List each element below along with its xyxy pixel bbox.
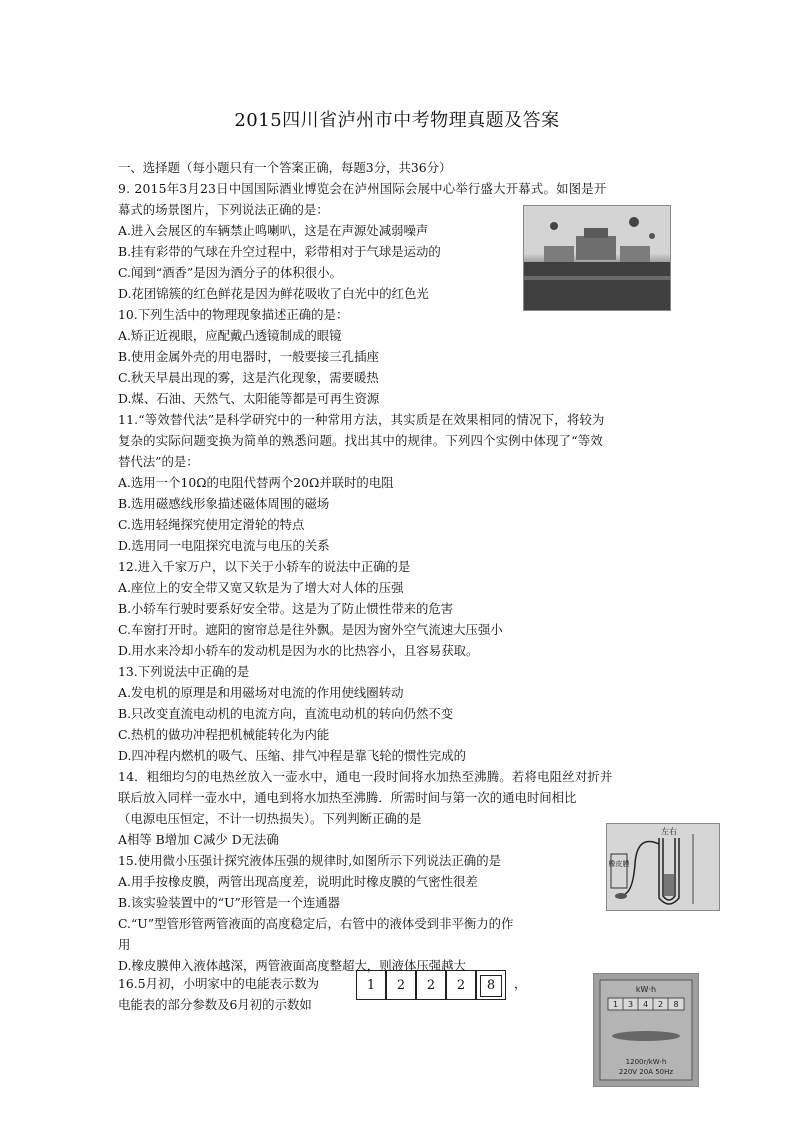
q15-option-c: C.“U”型管形管两管液面的高度稳定后，右管中的液体受到非平衡力的作 xyxy=(118,916,514,931)
meter-photo-rating2: 220V 20A 50Hz xyxy=(618,1068,674,1076)
section-heading: 一、选择题（每小题只有一个答案正确，每题3分，共36分） xyxy=(118,160,452,175)
meter-digit-decimal-value: 8 xyxy=(480,975,502,997)
q14-stem-line2: 联后放入同样一壶水中，通电到将水加热至沸腾．所需时间与第一次的通电时间相比 xyxy=(118,790,577,805)
q11-option-b: B.选用磁感线形象描述磁体周围的磁场 xyxy=(118,496,330,511)
q9-option-d: D.花团锦簇的红色鲜花是因为鲜花吸收了白光中的红色光 xyxy=(118,286,429,301)
q11-option-d: D.选用同一电阻探究电流与电压的关系 xyxy=(118,538,330,553)
q13-stem: 13.下列说法中正确的是 xyxy=(118,664,250,679)
q14-stem-line1: 14．粗细均匀的电热丝放入一壶水中，通电一段时间将水加热至沸腾。若将电阻丝对折并 xyxy=(118,769,613,784)
page-title: 2015四川省泸州市中考物理真题及答案 xyxy=(234,110,560,131)
meter-digit: 1 xyxy=(356,970,386,1000)
q14-stem-line3: （电源电压恒定，不计一切热损失）。下列判断正确的是 xyxy=(118,811,422,826)
expo-opening-photo xyxy=(523,205,671,311)
q16-comma: ， xyxy=(514,976,527,991)
u-tube-label-top: 左右 xyxy=(661,827,677,836)
q13-option-d: D.四冲程内燃机的吸气、压缩、排气冲程是靠飞轮的惯性完成的 xyxy=(118,748,466,763)
electric-meter-photo xyxy=(593,973,699,1087)
q10-option-b: B.使用金属外壳的用电器时，一般要接三孔插座 xyxy=(118,349,379,364)
q11-stem-line1: 11.“等效替代法”是科学研究中的一种常用方法，其实质是在效果相同的情况下，将较为 xyxy=(118,412,605,427)
meter-photo-digit: 3 xyxy=(627,1000,634,1009)
u-tube-manometer-photo xyxy=(606,823,720,911)
q10-option-c: C.秋天早晨出现的雾，这是汽化现象，需要暖热 xyxy=(118,370,379,385)
meter-photo-digit: 4 xyxy=(642,1000,649,1009)
q10-option-d: D.煤、石油、天然气、太阳能等都是可再生资源 xyxy=(118,391,380,406)
meter-digit: 2 xyxy=(386,970,416,1000)
meter-photo-rating1: 1200r/kW·h xyxy=(625,1058,667,1066)
meter-digit-decimal xyxy=(476,970,506,1000)
q13-option-a: A.发电机的原理是和用磁场对电流的作用使线圈转动 xyxy=(118,685,404,700)
meter-digit: 2 xyxy=(446,970,476,1000)
meter-photo-digit: 1 xyxy=(612,1000,619,1009)
q12-option-d: D.用水来冷却小轿车的发动机是因为水的比热容小，且容易获取。 xyxy=(118,643,479,658)
meter-photo-digit: 2 xyxy=(657,1000,664,1009)
q10-stem: 10.下列生活中的物理现象描述正确的是： xyxy=(118,307,349,322)
meter-photo-unit: kW·h xyxy=(635,985,657,994)
q9-option-b: B.挂有彩带的气球在升空过程中，彩带相对于气球是运动的 xyxy=(118,244,441,259)
q15-stem: 15.使用微小压强计探究液体压强的规律时,如图所示下列说法正确的是 xyxy=(118,853,501,868)
q16-stem-line2: 电能表的部分参数及6月初的示数如 xyxy=(118,997,312,1012)
q14-options: A相等 B增加 C减少 D无法确 xyxy=(118,832,279,847)
q9-option-c: C.闻到“酒香”是因为酒分子的体积很小。 xyxy=(118,265,342,280)
q9-stem-line2: 幕式的场景图片，下列说法正确的是： xyxy=(118,202,329,217)
q11-stem-line2: 复杂的实际问题变换为简单的熟悉问题。找出其中的规律。下列四个实例中体现了“等效 xyxy=(118,433,603,448)
q15-option-c-cont: 用 xyxy=(118,937,131,952)
q12-option-a: A.座位上的安全带又宽又软是为了增大对人体的压强 xyxy=(118,580,404,595)
q12-option-c: C.车窗打开时。遮阳的窗帘总是往外飘。是因为窗外空气流速大压强小 xyxy=(118,622,503,637)
q10-option-a: A.矫正近视眼，应配戴凸透镜制成的眼镜 xyxy=(118,328,342,343)
q9-stem-line1: 9. 2015年3月23日中国国际酒业博览会在泸州国际会展中心举行盛大开幕式。如图是开 xyxy=(118,181,607,196)
meter-digit: 2 xyxy=(416,970,446,1000)
meter-photo-digit: 8 xyxy=(673,1000,679,1009)
q11-option-a: A.选用一个10Ω的电阻代替两个20Ω并联时的电阻 xyxy=(118,475,394,490)
q15-option-a: A.用手按橡皮膜，两管出现高度差，说明此时橡皮膜的气密性很差 xyxy=(118,874,478,889)
q11-option-c: C.选用轻绳探究使用定滑轮的特点 xyxy=(118,517,305,532)
q11-stem-line3: 替代法”的是： xyxy=(118,454,199,469)
q16-stem-line1: 16.5月初，小明家中的电能表示数为 xyxy=(118,976,320,991)
u-tube-label-left: 橡皮膜 xyxy=(608,860,630,868)
q15-option-d: D.橡皮膜伸入液体越深，两管液面高度整超大，则液体压强越大 xyxy=(118,958,466,973)
q12-option-b: B.小轿车行驶时要系好安全带。这是为了防止惯性带来的危害 xyxy=(118,601,454,616)
q12-stem: 12.进入千家万户，以下关于小轿车的说法中正确的是 xyxy=(118,559,411,574)
q13-option-c: C.热机的做功冲程把机械能转化为内能 xyxy=(118,727,330,742)
q13-option-b: B.只改变直流电动机的电流方向，直流电动机的转向仍然不变 xyxy=(118,706,454,721)
q9-option-a: A.进入会展区的车辆禁止鸣喇叭，这是在声源处减弱噪声 xyxy=(118,223,429,238)
q15-option-b: B.该实验装置中的“U”形管是一个连通器 xyxy=(118,895,341,910)
